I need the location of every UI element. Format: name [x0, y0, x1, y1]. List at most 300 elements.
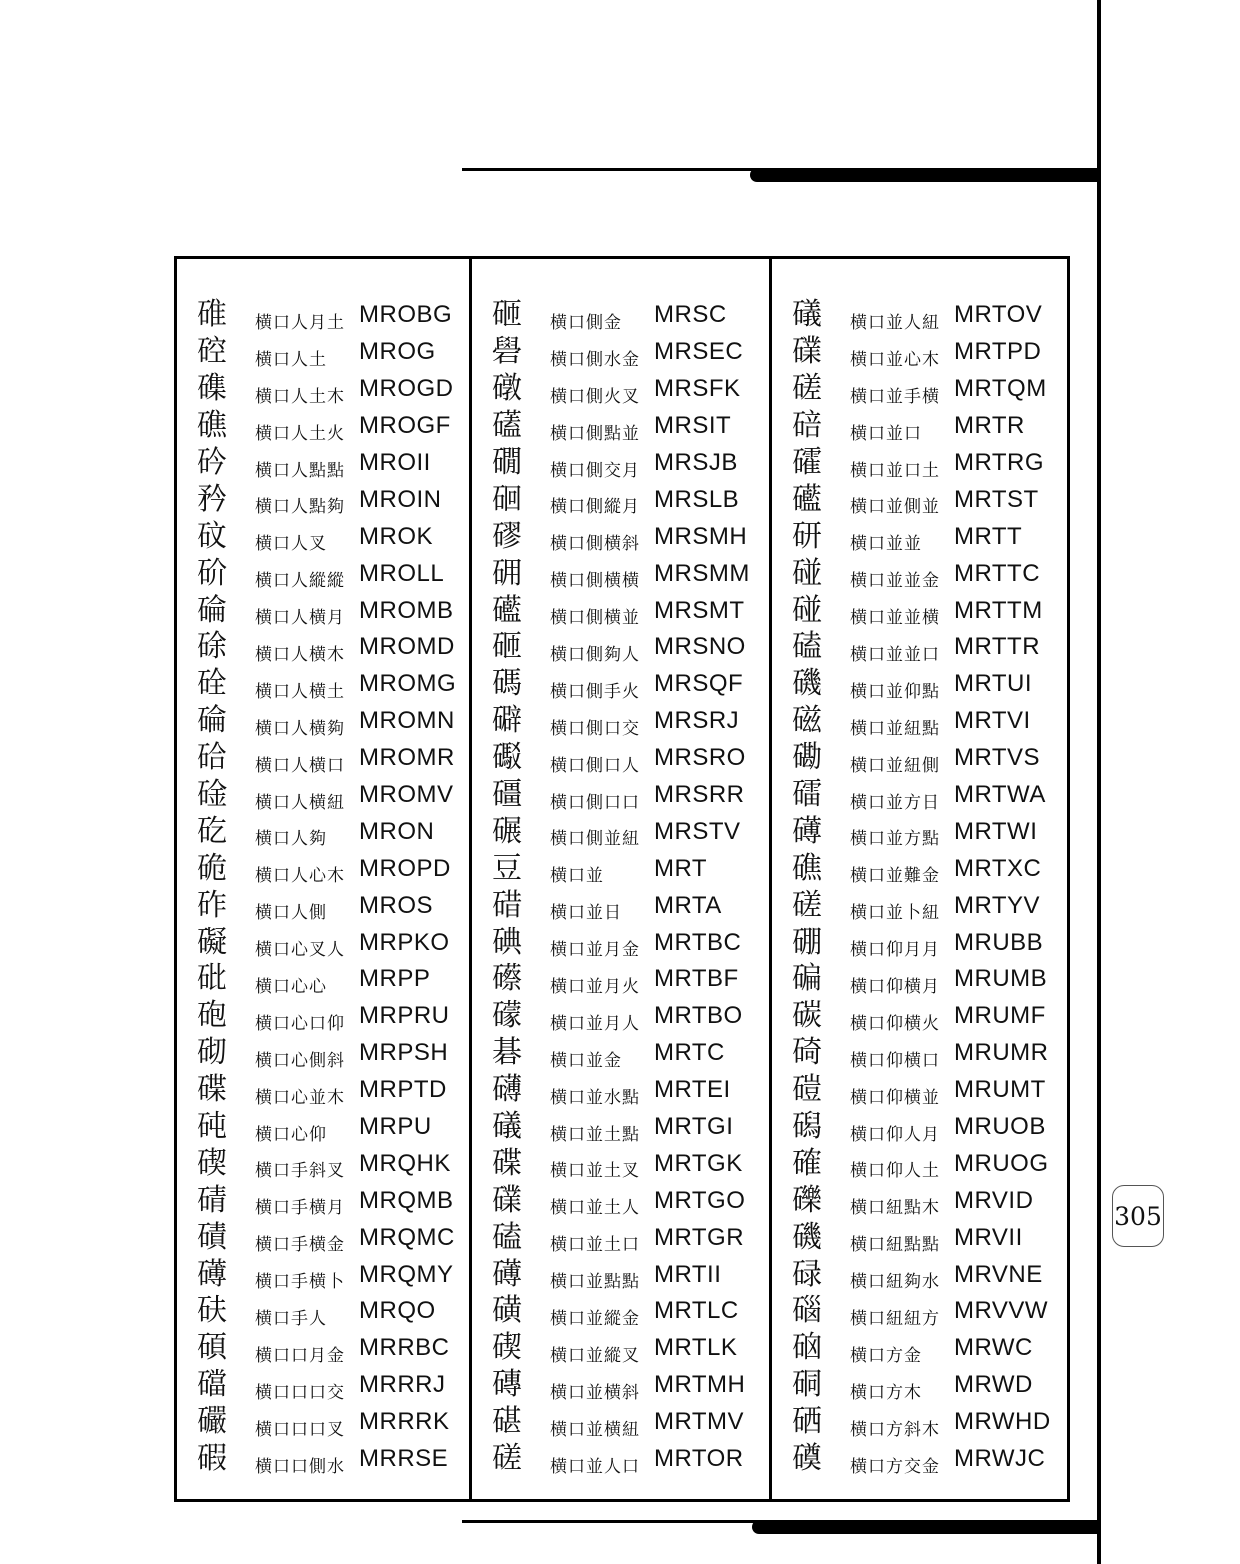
table-row — [772, 703, 1061, 740]
input-code: MRPSH — [359, 1039, 449, 1067]
character: 磡 — [792, 740, 822, 776]
radical-sequence: 横口側點並 — [550, 423, 640, 444]
input-code: MRTPD — [954, 338, 1042, 366]
radical-sequence: 横口人側 — [255, 903, 327, 924]
radical-sequence: 横口側夠人 — [550, 644, 640, 665]
radical-sequence: 横口側口人 — [550, 755, 640, 776]
radical-sequence: 横口人月土 — [255, 312, 345, 333]
character: 碯 — [792, 1293, 822, 1329]
character: 碶 — [197, 1145, 227, 1181]
character: 碚 — [792, 408, 822, 444]
radical-sequence: 横口並並口 — [850, 644, 940, 665]
character: 磼 — [197, 371, 227, 407]
radical-sequence: 横口側横横 — [550, 571, 640, 592]
radical-sequence: 横口人點點 — [255, 460, 345, 481]
input-code: MRQO — [359, 1297, 436, 1325]
character: 碩 — [197, 1330, 227, 1366]
input-code: MRVNE — [954, 1260, 1043, 1288]
table-row — [177, 1367, 469, 1404]
character: 砽 — [492, 555, 522, 591]
character: 礷 — [792, 481, 822, 517]
character: 磯 — [792, 1219, 822, 1255]
input-code: MROK — [359, 522, 433, 550]
radical-sequence: 横口並土人 — [550, 1198, 640, 1219]
table-row — [772, 1072, 1061, 1109]
character: 磧 — [197, 1219, 227, 1255]
character: 砎 — [197, 555, 227, 591]
table-row — [772, 1293, 1061, 1330]
table-row — [177, 334, 469, 371]
character: 碒 — [197, 777, 227, 813]
radical-sequence: 横口口口交 — [255, 1382, 345, 1403]
input-code: MRSRR — [654, 781, 745, 809]
input-code: MROMR — [359, 744, 455, 772]
input-code: MRTT — [954, 522, 1023, 550]
radical-sequence: 横口並土叉 — [550, 1161, 640, 1182]
table-row — [472, 481, 769, 518]
input-code: MRUBB — [954, 928, 1044, 956]
character: 碁 — [492, 1035, 522, 1071]
input-code: MRTQM — [954, 375, 1047, 403]
character: 磑 — [792, 1072, 822, 1108]
input-code: MRQMB — [359, 1186, 454, 1214]
radical-sequence: 横口仰月月 — [850, 940, 940, 961]
radical-sequence: 横口並横斜 — [550, 1382, 640, 1403]
input-code: MRSIT — [654, 412, 732, 440]
table-row — [177, 740, 469, 777]
input-code: MRWD — [954, 1371, 1033, 1399]
radical-sequence: 横口人横月 — [255, 608, 345, 629]
table-row — [472, 1293, 769, 1330]
radical-sequence: 横口人縱縱 — [255, 571, 345, 592]
table-column-3 — [769, 259, 1061, 1499]
radical-sequence: 横口並側並 — [850, 497, 940, 518]
input-code: MROPD — [359, 854, 451, 882]
radical-sequence: 横口手横月 — [255, 1198, 345, 1219]
page-number: 305 — [1112, 1185, 1164, 1247]
input-code: MRVID — [954, 1186, 1034, 1214]
radical-sequence: 横口並紐側 — [850, 755, 940, 776]
input-code: MRSFK — [654, 375, 741, 403]
character: 砘 — [197, 1109, 227, 1145]
table-row — [472, 887, 769, 924]
character: 碌 — [792, 1256, 822, 1292]
radical-sequence: 横口並人口 — [550, 1456, 640, 1477]
radical-sequence: 横口並手横 — [850, 386, 940, 407]
input-code: MRQMY — [359, 1260, 454, 1288]
table-row — [472, 1219, 769, 1256]
input-code: MROMD — [359, 633, 455, 661]
table-row — [177, 481, 469, 518]
character: 礑 — [197, 1367, 227, 1403]
radical-sequence: 横口並 — [550, 866, 604, 887]
footer-rule-thick — [752, 1520, 1098, 1534]
input-code: MRUOG — [954, 1149, 1049, 1177]
table-row — [772, 555, 1061, 592]
input-code: MRTXC — [954, 854, 1042, 882]
input-code: MRTLK — [654, 1334, 738, 1362]
character: 礒 — [492, 1109, 522, 1145]
table-row — [177, 924, 469, 961]
table-row — [472, 371, 769, 408]
input-code: MRRSE — [359, 1445, 449, 1473]
radical-sequence: 横口仰人月 — [850, 1124, 940, 1145]
radical-sequence: 横口並紐點 — [850, 718, 940, 739]
character: 砒 — [197, 961, 227, 997]
radical-sequence: 横口並月火 — [550, 976, 640, 997]
input-code: MRTVI — [954, 707, 1031, 735]
character: 砛 — [197, 445, 227, 480]
input-code: MRSLB — [654, 485, 740, 513]
radical-sequence: 横口並方點 — [850, 829, 940, 850]
table-row — [177, 518, 469, 555]
radical-sequence: 横口心側斜 — [255, 1050, 345, 1071]
input-code: MRTGR — [654, 1223, 745, 1251]
character: 碾 — [492, 813, 522, 849]
input-code: MRTGI — [654, 1113, 734, 1141]
input-code: MROMV — [359, 781, 454, 809]
input-code: MRUMB — [954, 965, 1048, 993]
character: 砆 — [197, 1293, 227, 1329]
table-row — [472, 555, 769, 592]
character: 確 — [792, 1145, 822, 1181]
table-row — [772, 629, 1061, 666]
radical-sequence: 横口手人 — [255, 1308, 327, 1329]
table-row — [772, 1182, 1061, 1219]
character: 磋 — [492, 1441, 522, 1477]
character: 礫 — [792, 1182, 822, 1218]
code-table — [174, 256, 1070, 1502]
table-row — [772, 1035, 1061, 1072]
character: 砟 — [197, 887, 227, 923]
input-code: MRRBC — [359, 1334, 450, 1362]
table-row — [177, 1072, 469, 1109]
character: 礁 — [197, 408, 227, 444]
input-code: MRON — [359, 817, 435, 845]
radical-sequence: 横口人心木 — [255, 866, 345, 887]
radical-sequence: 横口並水點 — [550, 1087, 640, 1108]
character: 硼 — [792, 924, 822, 960]
character: 礅 — [492, 371, 522, 407]
input-code: MROGF — [359, 412, 451, 440]
radical-sequence: 横口人横夠 — [255, 718, 345, 739]
table-row — [177, 1145, 469, 1182]
character: 硊 — [197, 850, 227, 886]
input-code: MRSNO — [654, 633, 746, 661]
input-code: MRSMM — [654, 559, 750, 587]
radical-sequence: 横口心並木 — [255, 1087, 345, 1108]
table-row — [177, 703, 469, 740]
radical-sequence: 横口心叉人 — [255, 940, 345, 961]
radical-sequence: 横口側水金 — [550, 349, 640, 370]
table-row — [177, 297, 469, 334]
input-code: MRTRG — [954, 449, 1045, 476]
character: 礌 — [792, 777, 822, 813]
character: 硇 — [792, 1330, 822, 1366]
table-row — [772, 777, 1061, 814]
radical-sequence: 横口並點點 — [550, 1272, 640, 1293]
input-code: MRRRJ — [359, 1371, 446, 1399]
character: 碟 — [492, 1145, 522, 1181]
input-code: MRRRK — [359, 1408, 450, 1436]
radical-sequence: 横口並心木 — [850, 349, 940, 370]
table-row — [772, 481, 1061, 518]
input-code: MRTWA — [954, 781, 1046, 809]
radical-sequence: 横口側火叉 — [550, 386, 640, 407]
character: 砌 — [197, 1035, 227, 1071]
table-row — [177, 998, 469, 1035]
radical-sequence: 横口側口交 — [550, 718, 640, 739]
table-row — [177, 408, 469, 445]
table-row — [772, 1367, 1061, 1404]
header-rule-thick — [750, 168, 1098, 182]
input-code: MRTTC — [954, 559, 1041, 587]
input-code: MRPU — [359, 1113, 432, 1141]
input-code: MRQHK — [359, 1149, 451, 1177]
input-code: MRT — [654, 854, 708, 882]
character: 碓 — [197, 297, 227, 333]
table-row — [472, 1404, 769, 1441]
character: 碳 — [792, 998, 822, 1034]
input-code: MRTST — [954, 485, 1039, 513]
radical-sequence: 横口並並横 — [850, 608, 940, 629]
input-code: MROMN — [359, 707, 455, 735]
radical-sequence: 横口並並 — [850, 534, 922, 555]
table-row — [772, 297, 1061, 334]
character: 礤 — [492, 961, 522, 997]
table-row — [472, 1145, 769, 1182]
table-row — [472, 740, 769, 777]
input-code: MRUMF — [954, 1002, 1046, 1030]
table-row — [472, 1330, 769, 1367]
input-code: MRQMC — [359, 1223, 455, 1251]
table-row — [772, 924, 1061, 961]
table-row — [472, 924, 769, 961]
radical-sequence: 横口並日 — [550, 903, 622, 924]
input-code: MRWC — [954, 1334, 1033, 1362]
input-code: MROMG — [359, 670, 457, 698]
radical-sequence: 横口手横卜 — [255, 1272, 345, 1293]
table-row — [772, 408, 1061, 445]
character: 砸 — [492, 297, 522, 333]
table-row — [472, 334, 769, 371]
radical-sequence: 横口側並紐 — [550, 829, 640, 850]
input-code: MROMB — [359, 596, 454, 624]
table-row — [772, 518, 1061, 555]
radical-sequence: 横口並口 — [850, 423, 922, 444]
input-code: MRTVS — [954, 744, 1041, 772]
radical-sequence: 横口並横紐 — [550, 1419, 640, 1440]
table-row — [177, 1035, 469, 1072]
table-row — [177, 1441, 469, 1478]
table-row — [472, 1441, 769, 1478]
table-row — [472, 850, 769, 887]
input-code: MRTR — [954, 412, 1025, 440]
input-code: MRPTD — [359, 1076, 447, 1104]
input-code: MRPP — [359, 965, 431, 993]
character: 碏 — [492, 887, 522, 923]
radical-sequence: 横口紐點點 — [850, 1235, 940, 1256]
table-row — [177, 1404, 469, 1441]
table-column-2 — [469, 259, 769, 1499]
table-row — [177, 592, 469, 629]
input-code: MRTMH — [654, 1371, 746, 1399]
table-row — [772, 666, 1061, 703]
table-row — [472, 1072, 769, 1109]
radical-sequence: 横口手横金 — [255, 1235, 345, 1256]
character: 硿 — [197, 334, 227, 370]
character: 磋 — [792, 371, 822, 407]
radical-sequence: 横口仰横口 — [850, 1050, 940, 1071]
input-code: MRWHD — [954, 1408, 1051, 1436]
input-code: MRPRU — [359, 1002, 450, 1030]
input-code: MRTOV — [954, 301, 1043, 329]
table-row — [472, 703, 769, 740]
input-code: MRSMH — [654, 522, 748, 550]
radical-sequence: 横口口側水 — [255, 1456, 345, 1477]
radical-sequence: 横口口月金 — [255, 1345, 345, 1366]
table-row — [177, 555, 469, 592]
input-code: MRUOB — [954, 1113, 1046, 1141]
table-row — [177, 629, 469, 666]
radical-sequence: 横口並並金 — [850, 571, 940, 592]
character: 礟 — [492, 740, 522, 776]
character: 礔 — [492, 703, 522, 739]
character: 碶 — [492, 1330, 522, 1366]
character: 磟 — [492, 518, 522, 554]
radical-sequence: 横口手斜叉 — [255, 1161, 345, 1182]
table-row — [772, 592, 1061, 629]
radical-sequence: 横口側口口 — [550, 792, 640, 813]
character: 礚 — [492, 408, 522, 444]
input-code: MRTBC — [654, 928, 742, 956]
input-code: MRVVW — [954, 1297, 1049, 1325]
table-row — [772, 1256, 1061, 1293]
radical-sequence: 横口側手火 — [550, 681, 640, 702]
radical-sequence: 横口並難金 — [850, 866, 940, 887]
table-row — [177, 850, 469, 887]
input-code: MROGD — [359, 375, 454, 403]
input-code: MROG — [359, 338, 436, 366]
radical-sequence: 横口心仰 — [255, 1124, 327, 1145]
radical-sequence: 横口並人紐 — [850, 312, 940, 333]
radical-sequence: 横口側横並 — [550, 608, 640, 629]
table-row — [472, 998, 769, 1035]
radical-sequence: 横口並土口 — [550, 1235, 640, 1256]
radical-sequence: 横口方木 — [850, 1382, 922, 1403]
input-code: MRTMV — [654, 1408, 745, 1436]
table-row — [472, 408, 769, 445]
input-code: MRTBF — [654, 965, 739, 993]
table-row — [472, 297, 769, 334]
input-code: MRSQF — [654, 670, 744, 698]
table-row — [177, 777, 469, 814]
input-code: MRTWI — [954, 817, 1038, 845]
radical-sequence: 横口仰横月 — [850, 976, 940, 997]
character: 礷 — [492, 592, 522, 628]
character: 砇 — [197, 518, 227, 554]
table-row — [177, 961, 469, 998]
character: 礞 — [492, 998, 522, 1034]
radical-sequence: 横口紐夠水 — [850, 1272, 940, 1293]
character: 碃 — [197, 1182, 227, 1218]
character: 礐 — [492, 334, 522, 370]
table-row — [177, 1293, 469, 1330]
radical-sequence: 横口紐點木 — [850, 1198, 940, 1219]
input-code: MRUMT — [954, 1076, 1046, 1104]
table-row — [772, 1219, 1061, 1256]
table-row — [177, 371, 469, 408]
character: 礓 — [492, 777, 522, 813]
table-row — [772, 1404, 1061, 1441]
character: 礏 — [492, 1182, 522, 1218]
input-code: MRSRJ — [654, 707, 740, 735]
character: 磚 — [492, 1367, 522, 1403]
input-code: MRTGO — [654, 1186, 746, 1214]
table-row — [177, 666, 469, 703]
radical-sequence: 横口口口叉 — [255, 1419, 345, 1440]
table-row — [177, 1330, 469, 1367]
radical-sequence: 横口心心 — [255, 976, 327, 997]
radical-sequence: 横口仰横火 — [850, 1013, 940, 1034]
table-row — [772, 1330, 1061, 1367]
input-code: MRTA — [654, 891, 722, 919]
radical-sequence: 横口人横口 — [255, 755, 345, 776]
input-code: MRPKO — [359, 928, 450, 956]
input-code: MRSRO — [654, 744, 746, 772]
radical-sequence: 横口側横斜 — [550, 534, 640, 555]
input-code: MROII — [359, 449, 431, 476]
table-row — [772, 1145, 1061, 1182]
radical-sequence: 横口心口仰 — [255, 1013, 345, 1034]
character: 碖 — [197, 703, 227, 739]
character: 磕 — [492, 1219, 522, 1255]
character: 磶 — [792, 1109, 822, 1145]
radical-sequence: 横口人横木 — [255, 644, 345, 665]
table-row — [772, 998, 1061, 1035]
character: 硂 — [197, 666, 227, 702]
character: 碼 — [492, 666, 522, 702]
character: 礡 — [492, 1256, 522, 1292]
radical-sequence: 横口並月人 — [550, 1013, 640, 1034]
table-row — [472, 961, 769, 998]
input-code: MRTLC — [654, 1297, 739, 1325]
radical-sequence: 横口仰横並 — [850, 1087, 940, 1108]
character: 礀 — [492, 445, 522, 480]
character: 碖 — [197, 592, 227, 628]
radical-sequence: 横口並口土 — [850, 460, 940, 481]
character: 碥 — [792, 961, 822, 997]
table-row — [472, 1256, 769, 1293]
character: 豆 — [492, 850, 522, 886]
character: 礹 — [197, 1404, 227, 1440]
character: 礴 — [492, 1072, 522, 1108]
input-code: MROIN — [359, 485, 442, 513]
character: 硘 — [492, 481, 522, 517]
table-column-1 — [177, 259, 469, 1499]
input-code: MROLL — [359, 559, 445, 587]
input-code: MRSMT — [654, 596, 745, 624]
input-code: MRVII — [954, 1223, 1023, 1251]
table-row — [772, 371, 1061, 408]
table-row — [472, 629, 769, 666]
radical-sequence: 横口方斜木 — [850, 1419, 940, 1440]
character: 磋 — [792, 887, 822, 923]
radical-sequence: 横口並土點 — [550, 1124, 640, 1145]
input-code: MRTEI — [654, 1076, 731, 1104]
input-code: MRTII — [654, 1260, 722, 1288]
table-row — [177, 1109, 469, 1146]
